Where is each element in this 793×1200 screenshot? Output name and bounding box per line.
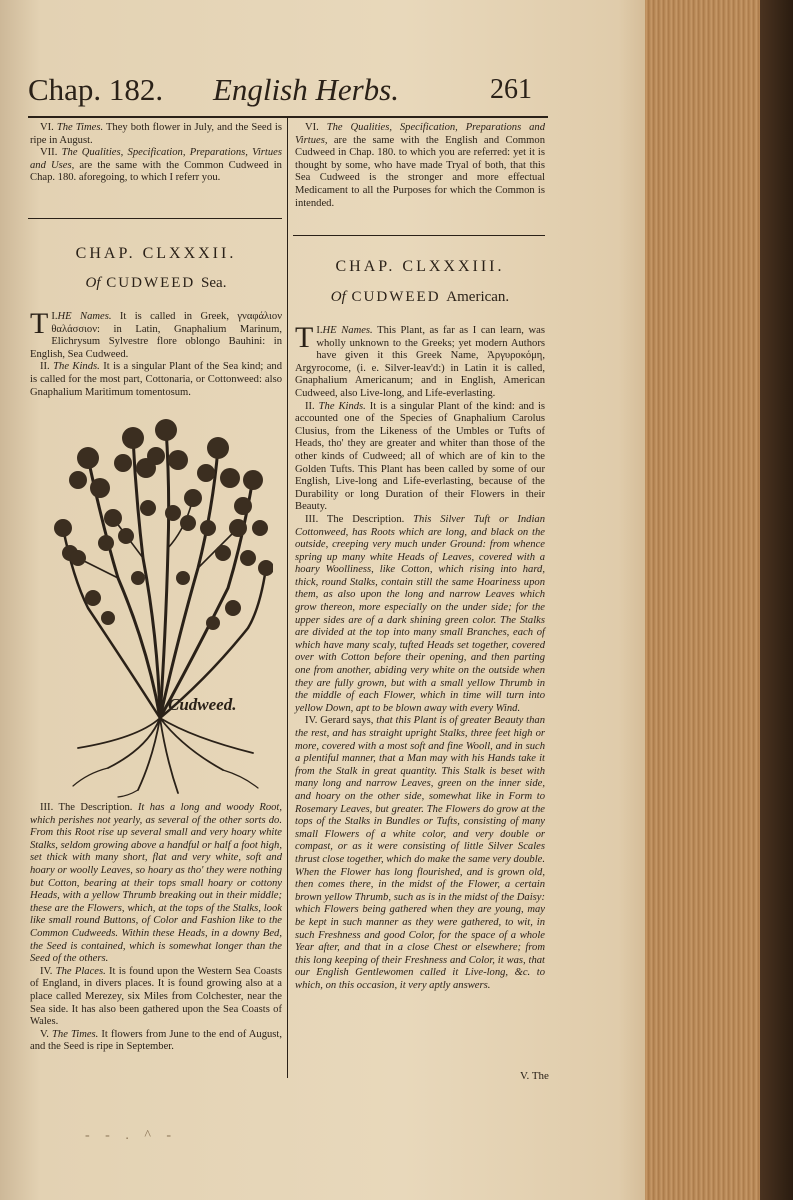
right-top-rule <box>293 235 545 236</box>
header-chapter: Chap. 182. <box>28 72 164 107</box>
header-rule <box>28 116 548 118</box>
left-top-rule <box>28 218 282 219</box>
header-title: English Herbs. <box>213 72 399 107</box>
cudweed-woodcut-illustration <box>48 418 273 798</box>
left-section-vii: VII. The Qualities, Specification, Preparations, Virtues and Uses, are the same with the Common Cudweed in Chap. 180. aforegoing, to which I referr you. <box>30 147 282 184</box>
right-section-vi: VI. The Qualities, Specification, Preparations and Virtues, are the same with the English and Common Cudweed in Chap. 180. to which you are referred: yet it is thought by some, who have made Tryal of both, that this Sea Cudweed is the stronger and more effectual Medicament to all the Purposes for which the Common is intended. <box>295 122 545 209</box>
catchword: V. The <box>520 1070 549 1082</box>
c183-section-iii: III. The Description. This Silver Tuft or Indian Cottonweed, has Roots which are long, and black on the outside, creeping very much under Ground: from whence spring up many white Heads of Leaves, covered with a hoary Woolliness, like Cotton, which rising into hard, thick, round Stalks, contain still the same Hoariness upon them, as also upon the long and narrow Leaves which grow thereon, more especially on the under side; for the upper sides are of a dark shining green color. The Stalks are divided at the top into many small Branches, each of which have many scaly, tufted Heads set together, covered over with Cotton before their opening, and then parting one from another, abiding very white on the outside when they are fully grown, but with a small yellow Thrumb in the middle of each Flower, which in time will turn into yellow Down, apt to be blown away with every Wind. <box>295 513 545 714</box>
plant-drawing <box>48 418 273 798</box>
chapter-182-heading: CHAP. CLXXXII. <box>75 245 237 262</box>
page-ornament: - - . ^ - <box>85 1128 178 1143</box>
left-section-vi: VI. The Times. They both flower in July, and the Seed is ripe in August. <box>30 122 282 146</box>
c183-section-iv: IV. Gerard says, that this Plant is of greater Beauty than the rest, and has straight upright Stalks, three feet high or more, covered with a most soft and fine Wooll, and in such a plentiful manner, that a Man may with his Hands take it from the Stalk in great quantity. This Stalk is beset with many long and narrow Leaves, green on the inner side, and hoary on the other side, somewhat like in Form to Rosemary Leaves, but greater. The Flowers do grow at the tops of the Stalks in Bundles or Tufts, consisting of many small Flowers of a white color, and very double or compast, or as it were consisting of little Silver Scales thrust close together, which do make the same very double. When the Flower has long flourished, and is grown old, then comes there, in the midst of the Flower, a certain brown yellow Thrumb, such as is in the midst of the Daisy: which Flowers being gathered when they are young, may be kept in such manner as they were gathered, to wit, in such Freshness and good Color, for the space of a whole Year after, and that in a close Chest or elsewhere; from this long keeping of their Freshness and Color, it was, that our English Gentlewomen called it Live-long, &c. to which, on this occasion, it very aptly answers. <box>295 715 545 991</box>
chapter-183-body <box>295 321 546 992</box>
chapter-182-body <box>30 802 282 1054</box>
c182-section-iv: IV. The Places. It is found upon the Western Sea Coasts of England, in divers places. It is found growing also at a place called Merezey, six Miles from Colchester, near the Sea side. It has also been gathered upon the Sea Coasts of Wales. <box>30 965 282 1028</box>
page-number: 261 <box>490 74 532 105</box>
c182-section-iii: III. The Description. It has a long and woody Root, which perishes not yearly, as several of the other sorts do. From this Root rise up several small and very hoary white Stalks, seldom growing above a handful or half a foot high, set thick with many short, flat and very white, soft and hoary or woolly Leaves, so hoary as tho' they were nothing but Cotton, bearing at their tops small hoary or cottony Heads, with a yellow Thrumb breaking out in their middle; these are the Flowers, which, at the tops of the Stalks, look like small round Buttons, of Color and Fashion like to the Common Cudweeds. Within these Heads, in a downy Bed, the Seed is contained, which is somewhat longer than the Seed of the others. <box>30 802 282 965</box>
column-divider <box>287 118 288 1078</box>
c183-section-i: I. T HE Names. This Plant, as far as I can learn, was wholly unknown to the Greeks; yet modern Authors have given it this Greek Name, Ἀργυροκόμη, Argyrocome, (i. e. Silver-leav'd:) in Latin it is called, Gnaphalium Americanum; and in English, American Cudweed, also Live-long, and Life-everlasting. <box>295 321 545 399</box>
c182-section-v: V. The Times. It flowers from June to the end of August, and the Seed is ripe in September. <box>30 1028 283 1053</box>
c182-section-i: I. T HE Names. It is called in Greek, γναφάλιον θαλάσσιον: in Latin, Gnaphalium Marinum, Elichrysum Sylvestre flore oblongo Bauhini: in English, Sea Cudweed. <box>30 307 282 360</box>
chapter-183-subtitle: Of CUDWEED American. <box>330 289 510 305</box>
c182-section-ii: II. The Kinds. It is a singular Plant of the Sea kind; and is called for the most part, Cottonaria, or Cottonweed: also Gnaphalium Maritimum tomentosum. <box>30 361 283 398</box>
chapter-182-intro <box>30 307 283 399</box>
chapter-182-subtitle: Of CUDWEED Sea. <box>85 275 227 291</box>
figure-caption: Cudweed. <box>168 695 237 714</box>
chapter-183-heading: CHAP. CLXXXIII. <box>335 258 505 275</box>
right-top-text <box>295 122 545 210</box>
running-header <box>28 72 548 112</box>
book-cover-edge <box>760 0 793 1200</box>
left-top-text <box>30 122 282 185</box>
c183-section-ii: II. The Kinds. It is a singular Plant of the kind: and is accounted one of the Species of Gnaphalium Carolus Clusius, from the Likeness of the Umbles or Tufts of Heads, tho' they are greater and whiter than those of the other kinds of Cudweed; all of which are of kin to the Golden Tufts. This Plant has been called by some of our English, Live-long and Life-everlasting, because of the Durability or long Duration of their Flowers in their Beauty. <box>295 400 546 513</box>
